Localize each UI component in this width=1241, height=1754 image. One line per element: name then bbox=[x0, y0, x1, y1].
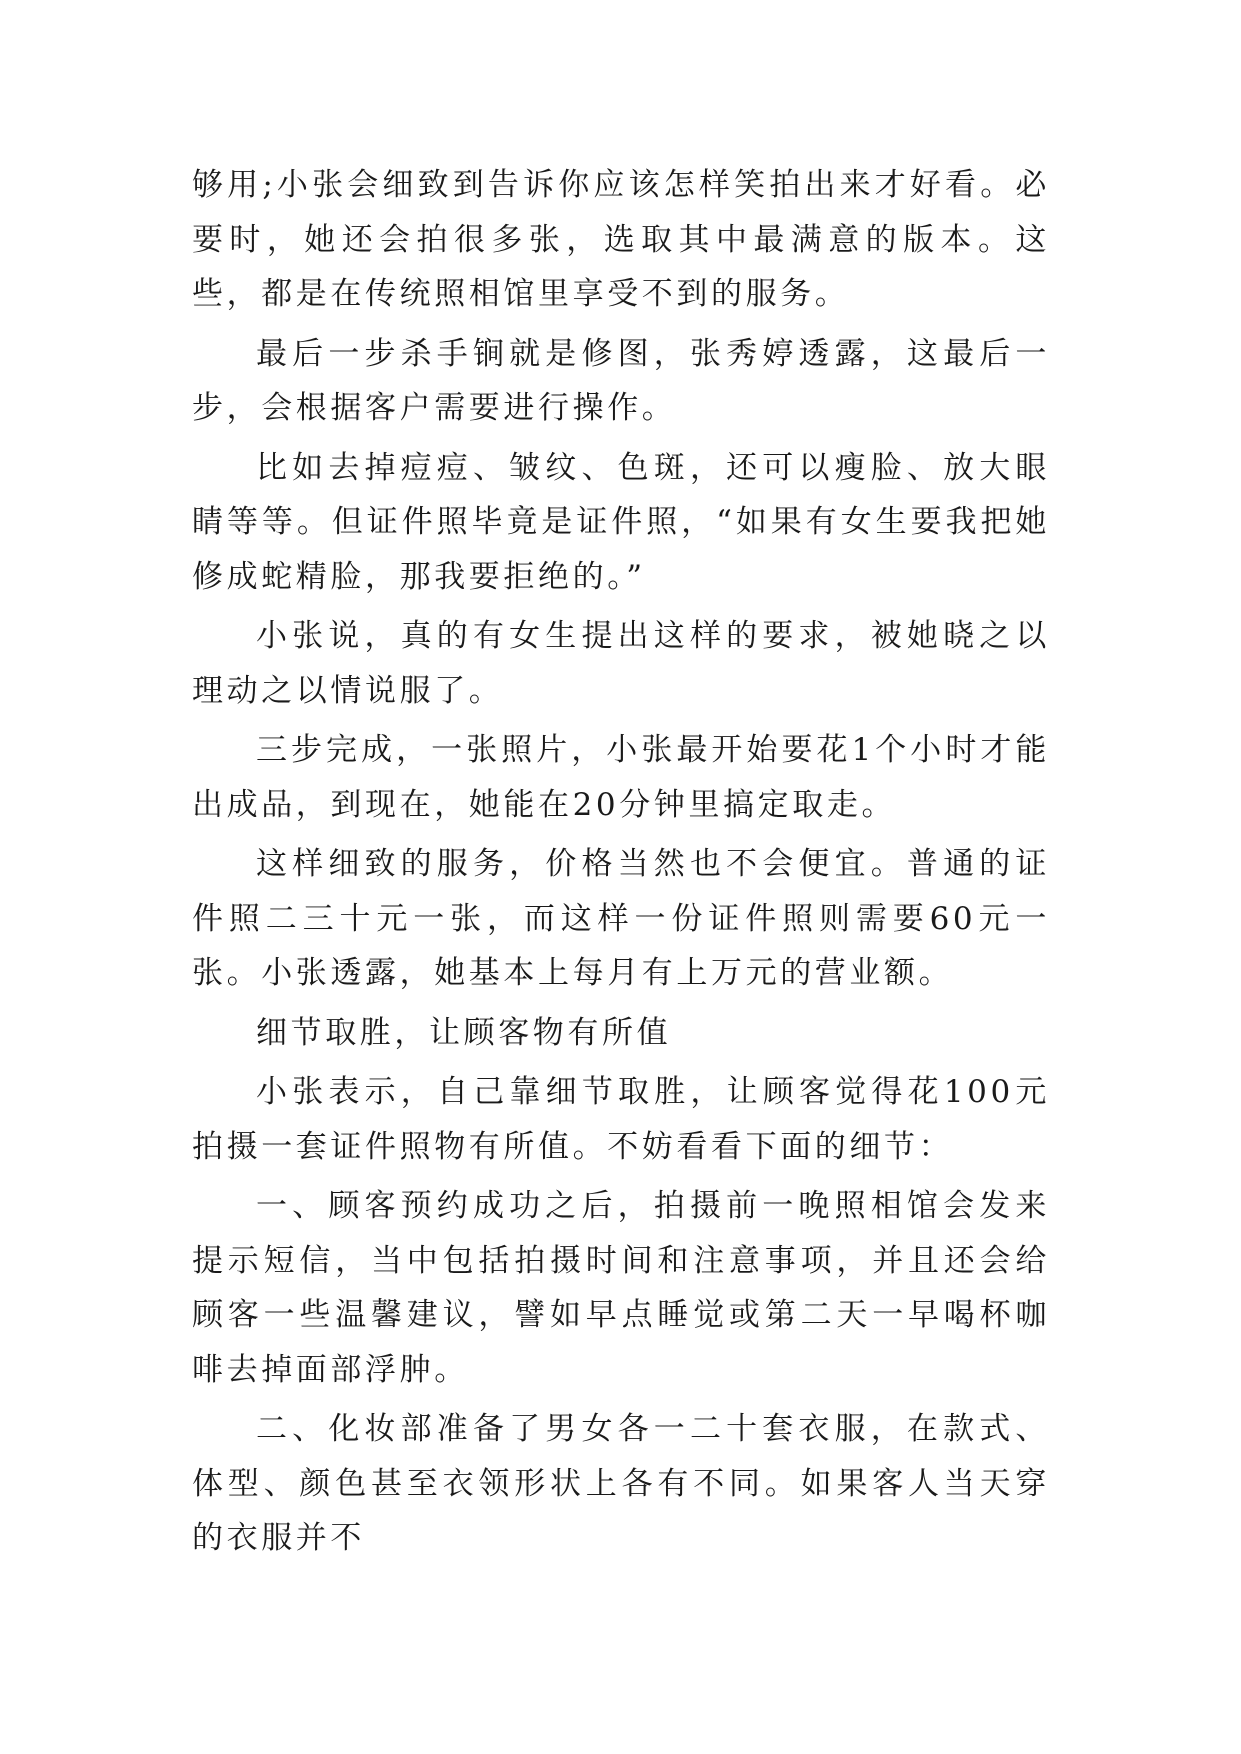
paragraph: 三步完成，一张照片，小张最开始要花1个小时才能出成品，到现在，她能在20分钟里搞定取走。 bbox=[192, 732, 1050, 823]
paragraph: 最后一步杀手锏就是修图，张秀婷透露，这最后一步，会根据客户需要进行操作。 bbox=[192, 335, 1050, 426]
paragraph: 小张表示，自己靠细节取胜，让顾客觉得花100元拍摄一套证件照物有所值。不妨看看下面的细节： bbox=[192, 1074, 1050, 1165]
paragraph: 小张说，真的有女生提出这样的要求，被她晓之以理动之以情说服了。 bbox=[192, 618, 1050, 709]
paragraph: 比如去掉痘痘、皱纹、色斑，还可以瘦脸、放大眼睛等等。但证件照毕竟是证件照，“如果有女生要我把她修成蛇精脸，那我要拒绝的。” bbox=[192, 449, 1050, 595]
list-item: 一、顾客预约成功之后，拍摄前一晚照相馆会发来提示短信，当中包括拍摄时间和注意事项，并且还会给顾客一些温馨建议，譬如早点睡觉或第二天一早喝杯咖啡去掉面部浮肿。 bbox=[192, 1188, 1050, 1388]
article-body bbox=[192, 158, 1050, 1566]
paragraph-continuation: 够用;小张会细致到告诉你应该怎样笑拍出来才好看。必要时，她还会拍很多张，选取其中最满意的版本。这些，都是在传统照相馆里享受不到的服务。 bbox=[192, 167, 1050, 312]
section-heading: 细节取胜，让顾客物有所值 bbox=[256, 1014, 672, 1051]
list-item: 二、化妆部准备了男女各一二十套衣服，在款式、体型、颜色甚至衣领形状上各有不同。如果客人当天穿的衣服并不 bbox=[192, 1411, 1050, 1556]
paragraph: 这样细致的服务，价格当然也不会便宜。普通的证件照二三十元一张，而这样一份证件照则需要60元一张。小张透露，她基本上每月有上万元的营业额。 bbox=[192, 846, 1050, 991]
